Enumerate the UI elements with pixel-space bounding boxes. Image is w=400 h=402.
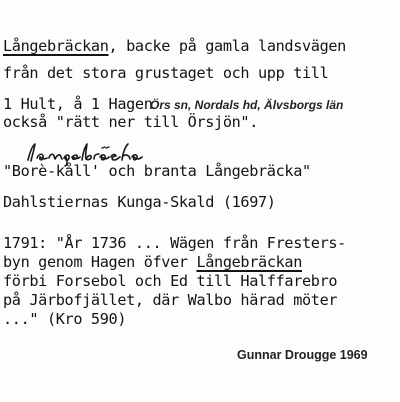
card-line-5: "Borè-kåll' och branta Långebräcka"	[3, 162, 311, 180]
card-line-9: förbi Forsebol och Ed till Halffarebro	[3, 272, 338, 290]
card-line-7: 1791: "År 1736 ... Wägen från Fresters-	[3, 234, 346, 252]
card-line-10: på Järbofjället, där Walbo härad möter	[3, 291, 338, 309]
parish-stamp: Örs sn, Nordals hd, Älvsborgs län	[150, 98, 344, 112]
card-line-8	[3, 253, 302, 271]
card-line-6: Dahlstiernas Kunga-Skald (1697)	[3, 193, 276, 211]
signature: Gunnar Drougge 1969	[237, 348, 368, 362]
headword-underlined: Långebräckan	[196, 253, 302, 271]
card-line-4: också "rätt ner till Örsjön".	[3, 113, 259, 131]
card-line-11: ..." (Kro 590)	[3, 310, 127, 328]
line-8-start: byn genom Hagen öfver	[3, 253, 197, 271]
card-line-3: 1 Hult, å 1 Hagen	[3, 95, 153, 113]
card-line-1	[3, 37, 346, 55]
line-1-rest: , backe på gamla landsvägen	[108, 37, 346, 55]
headword: Långebräckan	[3, 37, 109, 55]
card-line-2: från det stora grustaget och upp till	[3, 64, 329, 82]
